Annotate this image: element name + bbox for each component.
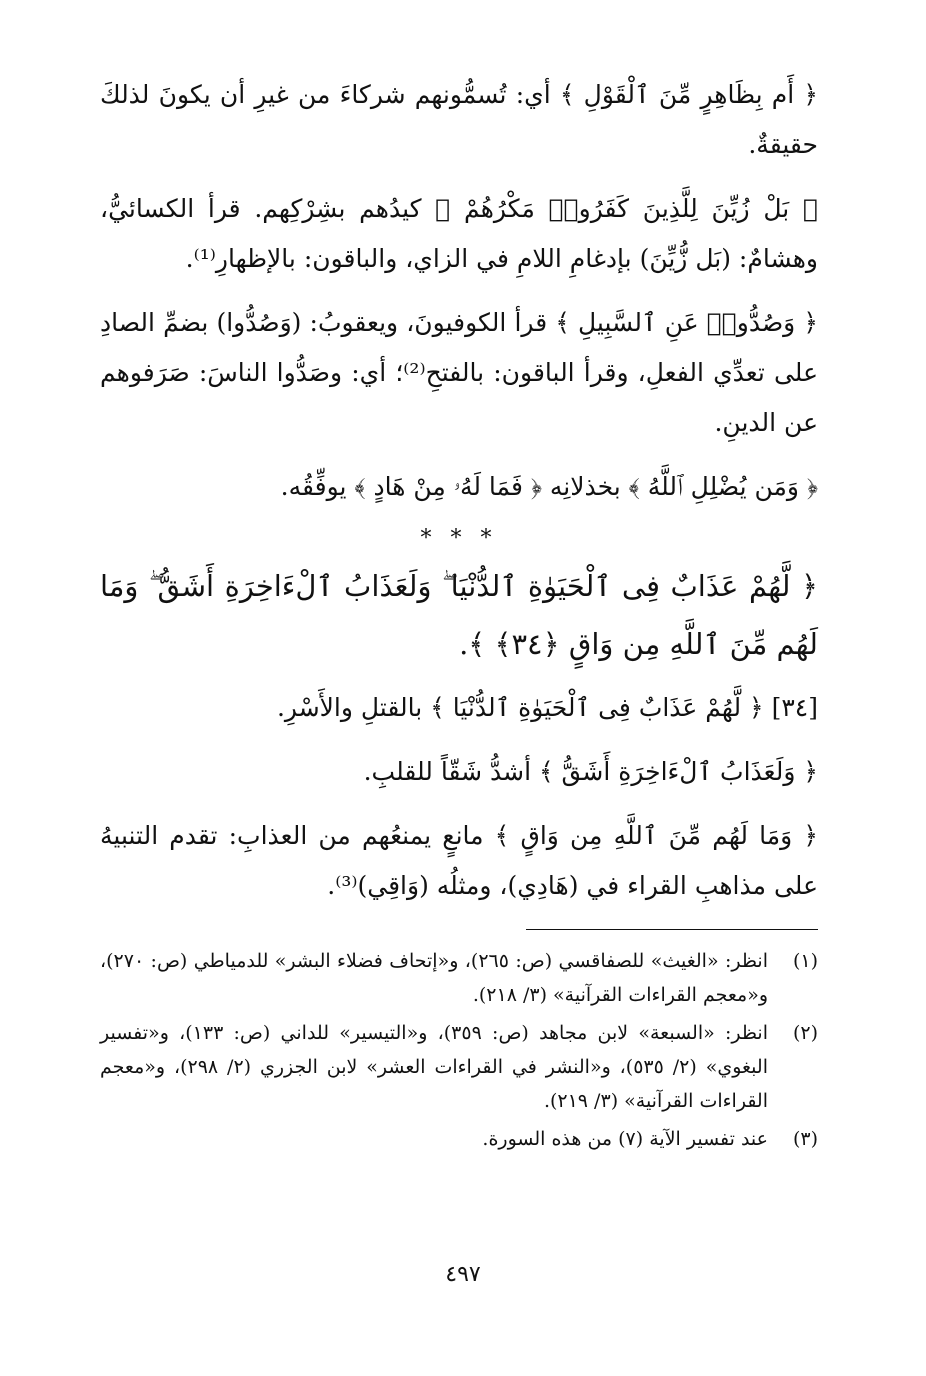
footnote-1 bbox=[100, 944, 818, 1012]
section-separator: * * * bbox=[420, 526, 498, 551]
footnote-text: انظر: «السبعة» لابن مجاهد (ص: ٣٥٩)، و«التيسير» للداني (ص: ١٣٣)، و«تفسير البغوي» (٢/ ٥٣٥)، و«النشر في القراءات العشر» لابن الجزري (٢/ ٢٩٨)، و«معجم القراءات القرآنية» (٣/ ٢١٩). bbox=[100, 1022, 768, 1112]
footnote-number: (٣) bbox=[792, 1128, 818, 1150]
page-number: ٤٩٧ bbox=[445, 1262, 481, 1287]
footnote-number: (٢) bbox=[792, 1022, 818, 1044]
paragraph-yudlil: ﴿ وَمَن يُضْلِلِ ٱللَّهُ ﴾ بخذلانِه ﴿ فَمَا لَهُۥ مِنْ هَادٍ ﴾ يوفِّقُه. bbox=[280, 472, 818, 501]
commentary-34-line-1: [٣٤] ﴿ لَّهُمْ عَذَابٌ فِى ٱلْحَيَوٰةِ ٱلدُّنْيَا ﴾ بالقتلِ والأَسْرِ. bbox=[276, 693, 818, 722]
paragraph-zuyyina: ﴿ بَلْ زُيِّنَ لِلَّذِينَ كَفَرُوا۟ مَكْرُهُمْ ﴾ كيدُهم بشِرْكِهم. قرأ الكسائيُّ، وهشامٌ: (بَل زُّيِّنَ) بإدغامِ اللامِ في الزاي، والباقون: بالإظهارِ⁽¹⁾. bbox=[100, 194, 818, 273]
footnote-2 bbox=[100, 1016, 818, 1118]
quran-verse-34: ﴿ لَّهُمْ عَذَابٌ فِى ٱلْحَيَوٰةِ ٱلدُّنْيَا ۖ وَلَعَذَابُ ٱلْءَاخِرَةِ أَشَقُّ ۖ وَمَا لَهُم مِّنَ ٱللَّهِ مِن وَاقٍ ﴿٣٤﴾ ﴾. bbox=[100, 569, 818, 661]
commentary-34-line-3: ﴿ وَمَا لَهُم مِّنَ ٱللَّهِ مِن وَاقٍ ﴾ مانعٍ يمنعُهم من العذابِ: تقدم التنبيهُ على مذاهبِ القراء في (هَادِي)، ومثلُه (وَاقِي)⁽³⁾. bbox=[100, 821, 818, 900]
paragraph-saddu: ﴿ وَصُدُّوا۟ عَنِ ٱلسَّبِيلِ ﴾ قرأ الكوفيونَ، ويعقوبُ: (وَصُدُّوا) بضمِّ الصادِ على تعدِّي الفعلِ، وقرأ الباقون: بالفتحِ⁽²⁾؛ أي: وصَدُّوا الناسَ: صَرَفوهم عن الدينِ. bbox=[100, 308, 818, 437]
paragraph-qawl: ﴿ أَم بِظَاهِرٍ مِّنَ ٱلْقَوْلِ ﴾ أي: تُسمُّونهم شركاءَ من غيرِ أن يكونَ لذلكَ حقيقةٌ. bbox=[100, 80, 818, 159]
footnote-divider bbox=[526, 929, 818, 930]
footnote-3 bbox=[100, 1122, 818, 1156]
footnote-text: عند تفسير الآية (٧) من هذه السورة. bbox=[482, 1128, 768, 1150]
footnote-text: انظر: «الغيث» للصفاقسي (ص: ٢٦٥)، و«إتحاف فضلاء البشر» للدمياطي (ص: ٢٧٠)، و«معجم القراءات القرآنية» (٣/ ٢١٨). bbox=[100, 950, 768, 1006]
footnote-number: (١) bbox=[792, 950, 818, 972]
page-body bbox=[100, 70, 818, 1360]
commentary-34-line-2: ﴿ وَلَعَذَابُ ٱلْءَاخِرَةِ أَشَقُّ ﴾ أشدُّ شَقّاً للقلبِ. bbox=[363, 757, 818, 786]
